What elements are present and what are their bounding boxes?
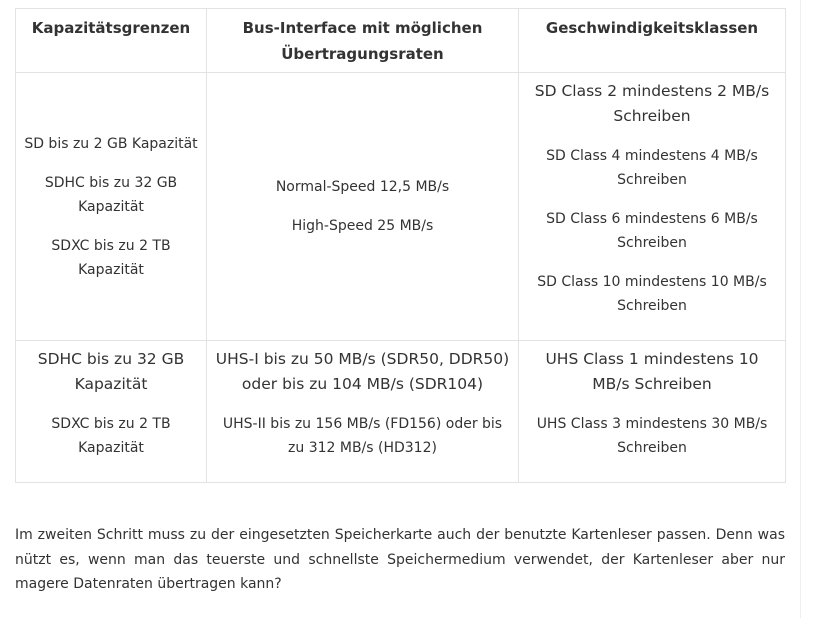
cell-bus-interface	[207, 341, 519, 483]
cell-speed-classes	[519, 73, 786, 341]
bus-item: UHS-I bis zu 50 MB/s (SDR50, DDR50) oder bis zu 104 MB/s (SDR104)	[215, 350, 510, 393]
body-paragraph: Im zweiten Schritt muss zu der eingesetzten Speicherkarte auch der benutzte Kartenleser passen. Denn was nützt es, wenn man das teuerste und schnellste Speichermedium verwendet, der Kartenleser aber nur magere Datenraten übertragen kann?	[15, 527, 785, 592]
bus-item: High-Speed 25 MB/s	[291, 218, 434, 234]
speed-item: UHS Class 3 mindestens 30 MB/s Schreiben	[536, 416, 768, 456]
speed-item: UHS Class 1 mindestens 10 MB/s Schreiben	[545, 350, 759, 393]
speed-item: SD Class 2 mindestens 2 MB/s Schreiben	[534, 82, 770, 125]
header-speed-classes: Geschwindigkeitsklassen	[519, 9, 786, 73]
sd-card-specs-table	[15, 8, 786, 483]
capacity-item: SDHC bis zu 32 GB Kapazität	[44, 174, 178, 215]
cell-capacity	[16, 73, 207, 341]
cell-bus-interface	[207, 73, 519, 341]
speed-item: SD Class 4 mindestens 4 MB/s Schreiben	[546, 148, 758, 188]
header-bus-interface: Bus-Interface mit möglichen Übertragungsraten	[207, 9, 519, 73]
capacity-item: SD bis zu 2 GB Kapazität	[24, 135, 198, 152]
header-capacity: Kapazitätsgrenzen	[16, 9, 207, 73]
bus-item: Normal-Speed 12,5 MB/s	[275, 179, 450, 195]
cell-capacity	[16, 341, 207, 483]
capacity-item: SDXC bis zu 2 TB Kapazität	[51, 237, 171, 278]
table-row	[16, 73, 786, 341]
speed-item: SD Class 6 mindestens 6 MB/s Schreiben	[546, 211, 758, 251]
table-row	[16, 341, 786, 483]
table-header-row	[16, 9, 786, 73]
bus-item: UHS-II bis zu 156 MB/s (FD156) oder bis zu 312 MB/s (HD312)	[222, 416, 503, 456]
content-border	[800, 0, 801, 618]
cell-speed-classes	[519, 341, 786, 483]
capacity-item: SDHC bis zu 32 GB Kapazität	[37, 350, 185, 393]
speed-item: SD Class 10 mindestens 10 MB/s Schreiben	[537, 274, 767, 314]
capacity-item: SDXC bis zu 2 TB Kapazität	[51, 416, 171, 456]
